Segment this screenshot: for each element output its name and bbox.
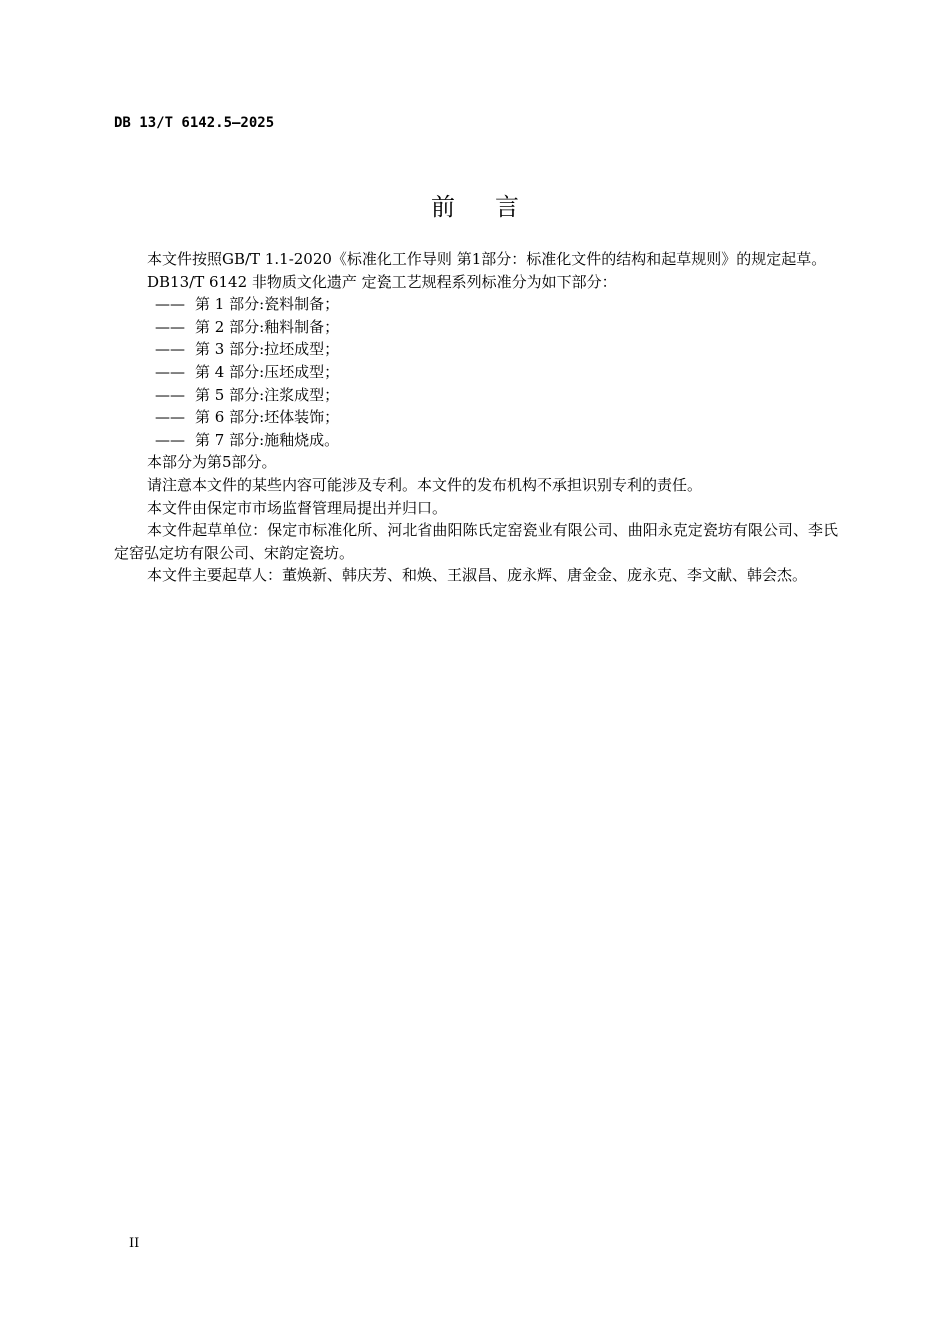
list-item [114, 429, 838, 452]
list-item-text: 第 5 部分:注浆成型； [195, 385, 340, 404]
paragraph: DB13/T 6142 非物质文化遗产 定瓷工艺规程系列标准分为如下部分： [147, 272, 617, 291]
list-item [114, 293, 838, 316]
list-item [114, 338, 838, 361]
list-dash: —— [155, 340, 185, 359]
list-item [114, 406, 838, 429]
paragraph: 本文件主要起草人：董焕新、韩庆芳、和焕、王淑昌、庞永辉、唐金金、庞永克、李文献、韩会杰。 [147, 566, 808, 585]
list-dash: —— [155, 317, 185, 336]
list-item [114, 316, 838, 339]
list-item-text: 第 6 部分:坯体装饰； [195, 408, 340, 427]
page-title: 前言 [431, 193, 559, 221]
list-item-text: 第 2 部分:釉料制备； [195, 317, 340, 336]
list-dash: —— [155, 362, 185, 381]
paragraph: 本部分为第5部分。 [147, 453, 277, 472]
list-item-text: 第 7 部分:施釉烧成。 [195, 430, 340, 449]
list-dash: —— [155, 295, 185, 314]
standard-code: DB 13/T 6142.5—2025 [114, 115, 275, 131]
foreword-body [114, 248, 838, 587]
list-item-text: 第 3 部分:拉坯成型； [195, 340, 340, 359]
list-dash: —— [155, 408, 185, 427]
list-item-text: 第 4 部分:压坯成型； [195, 362, 340, 381]
paragraph: 本文件按照GB/T 1.1-2020《标准化工作导则 第1部分：标准化文件的结构和起草规则》的规定起草。 [147, 250, 827, 268]
list-dash: —— [155, 430, 185, 449]
paragraph: 本文件由保定市市场监督管理局提出并归口。 [147, 498, 448, 517]
page-number: II [129, 1236, 140, 1251]
list-item-text: 第 1 部分:瓷料制备； [195, 295, 340, 314]
parts-list [114, 293, 838, 451]
list-item [114, 384, 838, 407]
list-item [114, 361, 838, 384]
list-dash: —— [155, 385, 185, 404]
paragraph: 本文件起草单位：保定市标准化所、河北省曲阳陈氏定窑瓷业有限公司、曲阳永克定瓷坊有限公司、李氏定窑弘定坊有限公司、宋韵定瓷坊。 [114, 521, 838, 562]
paragraph: 请注意本文件的某些内容可能涉及专利。本文件的发布机构不承担识别专利的责任。 [147, 475, 703, 494]
